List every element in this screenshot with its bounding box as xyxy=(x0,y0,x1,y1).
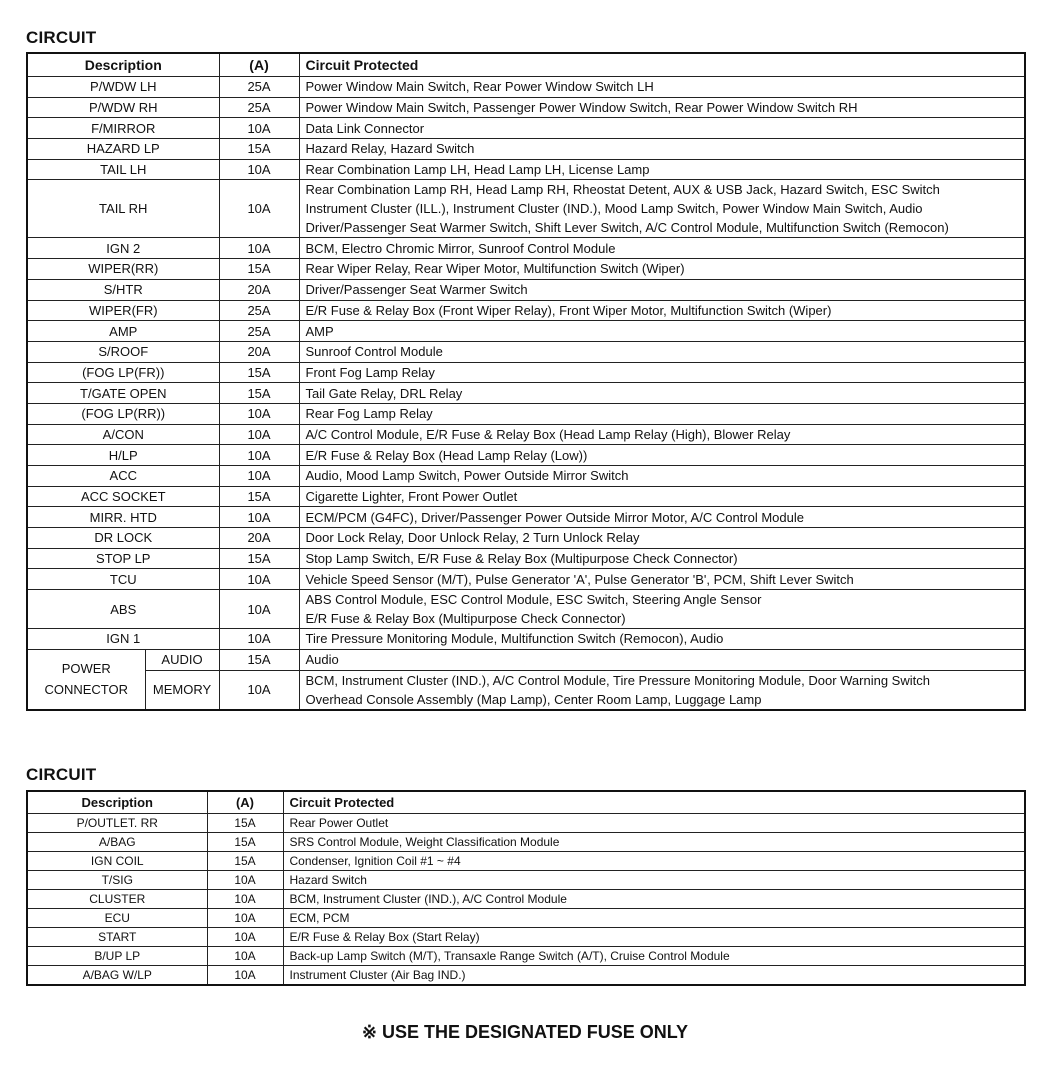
circuit-protected-line: Condenser, Ignition Coil #1 ~ #4 xyxy=(289,853,461,868)
table-row xyxy=(27,649,1025,670)
circuit-protected-cell xyxy=(299,180,1025,238)
circuit-protected-cell xyxy=(299,321,1025,342)
table-row xyxy=(27,569,1025,590)
circuit-protected-line: Tire Pressure Monitoring Module, Multifunction Switch (Remocon), Audio xyxy=(305,631,724,647)
circuit-protected-line: Rear Power Outlet xyxy=(289,815,389,830)
fuse-description: T/GATE OPEN xyxy=(27,383,219,404)
fuse-description: A/BAG xyxy=(27,833,207,852)
circuit-protected-cell xyxy=(299,548,1025,569)
circuit-protected-cell xyxy=(299,341,1025,362)
fuse-description: IGN COIL xyxy=(27,852,207,871)
fuse-description: (FOG LP(RR)) xyxy=(27,403,219,424)
circuit-protected-line: Door Lock Relay, Door Unlock Relay, 2 Turn Unlock Relay xyxy=(305,530,640,546)
fuse-description: HAZARD LP xyxy=(27,139,219,160)
table-row xyxy=(27,890,1025,909)
table-row xyxy=(27,97,1025,118)
fuse-description: S/ROOF xyxy=(27,341,219,362)
circuit-protected-cell xyxy=(299,486,1025,507)
circuit-protected-cell xyxy=(299,629,1025,650)
table-row xyxy=(27,871,1025,890)
table-row xyxy=(27,180,1025,238)
circuit-protected-cell xyxy=(299,528,1025,549)
fuse-description: TAIL LH xyxy=(27,159,219,180)
table-row xyxy=(27,466,1025,487)
table-row xyxy=(27,238,1025,259)
table-row xyxy=(27,383,1025,404)
table-row xyxy=(27,670,1025,710)
table-row xyxy=(27,507,1025,528)
fuse-table-2 xyxy=(26,790,1026,986)
fuse-description: ABS xyxy=(27,590,219,629)
fuse-amperage: 10A xyxy=(219,159,299,180)
circuit-protected-cell xyxy=(299,403,1025,424)
table-row xyxy=(27,590,1025,629)
table-row xyxy=(27,909,1025,928)
circuit-protected-line: Rear Combination Lamp LH, Head Lamp LH, License Lamp xyxy=(305,162,650,178)
circuit-protected-cell xyxy=(299,445,1025,466)
circuit-protected-cell xyxy=(299,279,1025,300)
circuit-protected-cell xyxy=(299,590,1025,629)
circuit-protected-line: E/R Fuse & Relay Box (Multipurpose Check Connector) xyxy=(305,611,626,627)
circuit-protected-line: Stop Lamp Switch, E/R Fuse & Relay Box (Multipurpose Check Connector) xyxy=(305,551,738,567)
table-row xyxy=(27,321,1025,342)
circuit-protected-cell xyxy=(283,871,1025,890)
fuse-amperage: 10A xyxy=(219,238,299,259)
circuit-protected-line: Power Window Main Switch, Rear Power Window Switch LH xyxy=(305,79,654,95)
table-row xyxy=(27,445,1025,466)
fuse-description: P/WDW RH xyxy=(27,97,219,118)
circuit-protected-cell xyxy=(283,833,1025,852)
fuse-amperage: 15A xyxy=(219,649,299,670)
table-row xyxy=(27,629,1025,650)
fuse-description: WIPER(FR) xyxy=(27,300,219,321)
fuse-description: MIRR. HTD xyxy=(27,507,219,528)
circuit-protected-cell xyxy=(299,569,1025,590)
power-connector-sub: MEMORY xyxy=(145,670,219,710)
circuit-protected-line: Back-up Lamp Switch (M/T), Transaxle Range Switch (A/T), Cruise Control Module xyxy=(289,948,730,963)
fuse-description: ACC SOCKET xyxy=(27,486,219,507)
circuit-protected-cell xyxy=(299,300,1025,321)
fuse-description: AMP xyxy=(27,321,219,342)
circuit-protected-cell xyxy=(299,424,1025,445)
fuse-amperage: 10A xyxy=(219,466,299,487)
fuse-description: P/OUTLET. RR xyxy=(27,814,207,833)
fuse-amperage: 20A xyxy=(219,528,299,549)
circuit-protected-line: Rear Wiper Relay, Rear Wiper Motor, Multifunction Switch (Wiper) xyxy=(305,261,685,277)
header-circuit-protected: Circuit Protected xyxy=(283,791,1025,814)
fuse-amperage: 25A xyxy=(219,77,299,98)
fuse-table-2-body xyxy=(27,814,1025,986)
fuse-amperage: 10A xyxy=(207,909,283,928)
circuit-protected-cell xyxy=(283,928,1025,947)
circuit-protected-line: Overhead Console Assembly (Map Lamp), Center Room Lamp, Luggage Lamp xyxy=(305,691,762,707)
circuit-protected-cell xyxy=(299,259,1025,280)
fuse-amperage: 10A xyxy=(219,670,299,710)
circuit-protected-cell xyxy=(299,77,1025,98)
circuit-protected-line: Front Fog Lamp Relay xyxy=(305,364,435,380)
fuse-amperage: 15A xyxy=(219,383,299,404)
fuse-description: T/SIG xyxy=(27,871,207,890)
table-row xyxy=(27,300,1025,321)
fuse-amperage: 20A xyxy=(219,341,299,362)
fuse-amperage: 10A xyxy=(207,966,283,986)
section-title-2: CIRCUIT xyxy=(26,765,97,784)
circuit-protected-cell xyxy=(283,909,1025,928)
fuse-description: WIPER(RR) xyxy=(27,259,219,280)
circuit-protected-line: Power Window Main Switch, Passenger Power Window Switch, Rear Power Window Switch RH xyxy=(305,100,858,116)
fuse-description: START xyxy=(27,928,207,947)
table-row xyxy=(27,403,1025,424)
circuit-protected-line: Audio xyxy=(305,652,339,668)
circuit-protected-line: Instrument Cluster (ILL.), Instrument Cluster (IND.), Mood Lamp Switch, Power Window Main Switch, Audio xyxy=(305,201,923,217)
fuse-description: ACC xyxy=(27,466,219,487)
table-row xyxy=(27,77,1025,98)
power-connector-label-line2: CONNECTOR xyxy=(44,682,129,698)
circuit-protected-line: AMP xyxy=(305,323,334,339)
fuse-description: A/BAG W/LP xyxy=(27,966,207,986)
fuse-description: A/CON xyxy=(27,424,219,445)
fuse-amperage: 10A xyxy=(219,445,299,466)
table-row xyxy=(27,814,1025,833)
table-row xyxy=(27,947,1025,966)
table-row xyxy=(27,966,1025,986)
circuit-protected-cell xyxy=(299,507,1025,528)
circuit-protected-line: ECM, PCM xyxy=(289,910,350,925)
fuse-amperage: 15A xyxy=(207,833,283,852)
fuse-amperage: 10A xyxy=(207,928,283,947)
power-connector-label-line1: POWER xyxy=(61,661,111,677)
circuit-protected-line: Tail Gate Relay, DRL Relay xyxy=(305,385,463,401)
fuse-amperage: 10A xyxy=(219,507,299,528)
table-header-row xyxy=(27,53,1025,77)
fuse-amperage: 20A xyxy=(219,279,299,300)
circuit-protected-cell xyxy=(299,670,1025,710)
fuse-amperage: 15A xyxy=(219,486,299,507)
fuse-amperage: 10A xyxy=(219,403,299,424)
circuit-protected-cell xyxy=(299,139,1025,160)
fuse-amperage: 10A xyxy=(219,569,299,590)
table-row xyxy=(27,341,1025,362)
fuse-amperage: 15A xyxy=(219,139,299,160)
power-connector-sub: AUDIO xyxy=(145,649,219,670)
header-description: Description xyxy=(27,53,219,77)
circuit-protected-cell xyxy=(299,649,1025,670)
fuse-amperage: 10A xyxy=(207,947,283,966)
table-header-row xyxy=(27,791,1025,814)
table-row xyxy=(27,928,1025,947)
table-row xyxy=(27,139,1025,160)
fuse-amperage: 15A xyxy=(207,814,283,833)
circuit-protected-cell xyxy=(299,466,1025,487)
power-connector-label xyxy=(27,649,145,709)
table-row xyxy=(27,548,1025,569)
circuit-protected-line: Sunroof Control Module xyxy=(305,344,443,360)
fuse-description: S/HTR xyxy=(27,279,219,300)
circuit-protected-cell xyxy=(283,966,1025,986)
circuit-protected-cell xyxy=(283,947,1025,966)
circuit-protected-line: Audio, Mood Lamp Switch, Power Outside Mirror Switch xyxy=(305,468,629,484)
circuit-protected-line: Driver/Passenger Seat Warmer Switch, Shift Lever Switch, A/C Control Module, Multifunction Switch (Remocon) xyxy=(305,220,949,236)
circuit-protected-line: Cigarette Lighter, Front Power Outlet xyxy=(305,489,518,505)
table-row xyxy=(27,118,1025,139)
fuse-amperage: 10A xyxy=(219,180,299,238)
fuse-description: (FOG LP(FR)) xyxy=(27,362,219,383)
circuit-protected-line: ECM/PCM (G4FC), Driver/Passenger Power Outside Mirror Motor, A/C Control Module xyxy=(305,509,804,525)
footer-note: ※ USE THE DESIGNATED FUSE ONLY xyxy=(361,1022,689,1042)
fuse-amperage: 25A xyxy=(219,97,299,118)
header-circuit-protected: Circuit Protected xyxy=(299,53,1025,77)
table-row xyxy=(27,279,1025,300)
fuse-description: STOP LP xyxy=(27,548,219,569)
circuit-protected-cell xyxy=(299,362,1025,383)
fuse-description: DR LOCK xyxy=(27,528,219,549)
fuse-amperage: 10A xyxy=(219,590,299,629)
circuit-protected-line: ABS Control Module, ESC Control Module, ESC Switch, Steering Angle Sensor xyxy=(305,592,762,608)
circuit-protected-line: E/R Fuse & Relay Box (Head Lamp Relay (Low)) xyxy=(305,447,588,463)
fuse-amperage: 10A xyxy=(219,424,299,445)
fuse-amperage: 10A xyxy=(207,871,283,890)
table-row xyxy=(27,424,1025,445)
circuit-protected-cell xyxy=(299,97,1025,118)
circuit-protected-line: SRS Control Module, Weight Classification Module xyxy=(289,834,560,849)
circuit-protected-line: E/R Fuse & Relay Box (Front Wiper Relay), Front Wiper Motor, Multifunction Switch (Wiper) xyxy=(305,302,832,318)
circuit-protected-line: Rear Fog Lamp Relay xyxy=(305,406,433,422)
fuse-description: B/UP LP xyxy=(27,947,207,966)
circuit-protected-line: Driver/Passenger Seat Warmer Switch xyxy=(305,282,528,298)
circuit-protected-cell xyxy=(299,238,1025,259)
table-row xyxy=(27,259,1025,280)
fuse-amperage: 10A xyxy=(219,629,299,650)
circuit-protected-cell xyxy=(299,383,1025,404)
circuit-protected-cell xyxy=(283,814,1025,833)
table-row xyxy=(27,159,1025,180)
circuit-protected-line: BCM, Instrument Cluster (IND.), A/C Control Module, Tire Pressure Monitoring Module, Door Warning Switch xyxy=(305,672,930,688)
fuse-table-1 xyxy=(26,52,1026,711)
fuse-amperage: 15A xyxy=(219,259,299,280)
circuit-protected-line: BCM, Instrument Cluster (IND.), A/C Control Module xyxy=(289,891,567,906)
table-row xyxy=(27,486,1025,507)
fuse-description: IGN 1 xyxy=(27,629,219,650)
fuse-description: F/MIRROR xyxy=(27,118,219,139)
circuit-protected-line: Hazard Relay, Hazard Switch xyxy=(305,141,475,157)
header-description: Description xyxy=(27,791,207,814)
fuse-description: H/LP xyxy=(27,445,219,466)
circuit-protected-line: A/C Control Module, E/R Fuse & Relay Box (Head Lamp Relay (High), Blower Relay xyxy=(305,426,791,442)
section-title-1: CIRCUIT xyxy=(26,28,97,47)
fuse-amperage: 10A xyxy=(207,890,283,909)
fuse-amperage: 15A xyxy=(207,852,283,871)
fuse-amperage: 25A xyxy=(219,321,299,342)
circuit-protected-line: BCM, Electro Chromic Mirror, Sunroof Control Module xyxy=(305,240,616,256)
header-amperage: (A) xyxy=(207,791,283,814)
circuit-protected-line: Hazard Switch xyxy=(289,872,367,887)
fuse-description: ECU xyxy=(27,909,207,928)
circuit-protected-line: Data Link Connector xyxy=(305,120,425,136)
circuit-protected-line: Vehicle Speed Sensor (M/T), Pulse Generator 'A', Pulse Generator 'B', PCM, Shift Lever Switch xyxy=(305,571,854,587)
fuse-amperage: 15A xyxy=(219,362,299,383)
table-row xyxy=(27,528,1025,549)
fuse-description: P/WDW LH xyxy=(27,77,219,98)
fuse-description: CLUSTER xyxy=(27,890,207,909)
fuse-amperage: 10A xyxy=(219,118,299,139)
circuit-protected-cell xyxy=(283,890,1025,909)
fuse-description: TAIL RH xyxy=(27,180,219,238)
table-row xyxy=(27,852,1025,871)
fuse-description: TCU xyxy=(27,569,219,590)
circuit-protected-line: E/R Fuse & Relay Box (Start Relay) xyxy=(289,929,480,944)
circuit-protected-line: Rear Combination Lamp RH, Head Lamp RH, Rheostat Detent, AUX & USB Jack, Hazard Switch, ESC Switch xyxy=(305,182,940,198)
fuse-amperage: 25A xyxy=(219,300,299,321)
table-row xyxy=(27,362,1025,383)
table-row xyxy=(27,833,1025,852)
fuse-amperage: 15A xyxy=(219,548,299,569)
circuit-protected-cell xyxy=(283,852,1025,871)
fuse-table-1-body xyxy=(27,77,1025,710)
header-amperage: (A) xyxy=(219,53,299,77)
circuit-protected-line: Instrument Cluster (Air Bag IND.) xyxy=(289,967,466,982)
fuse-description: IGN 2 xyxy=(27,238,219,259)
circuit-protected-cell xyxy=(299,159,1025,180)
circuit-protected-cell xyxy=(299,118,1025,139)
